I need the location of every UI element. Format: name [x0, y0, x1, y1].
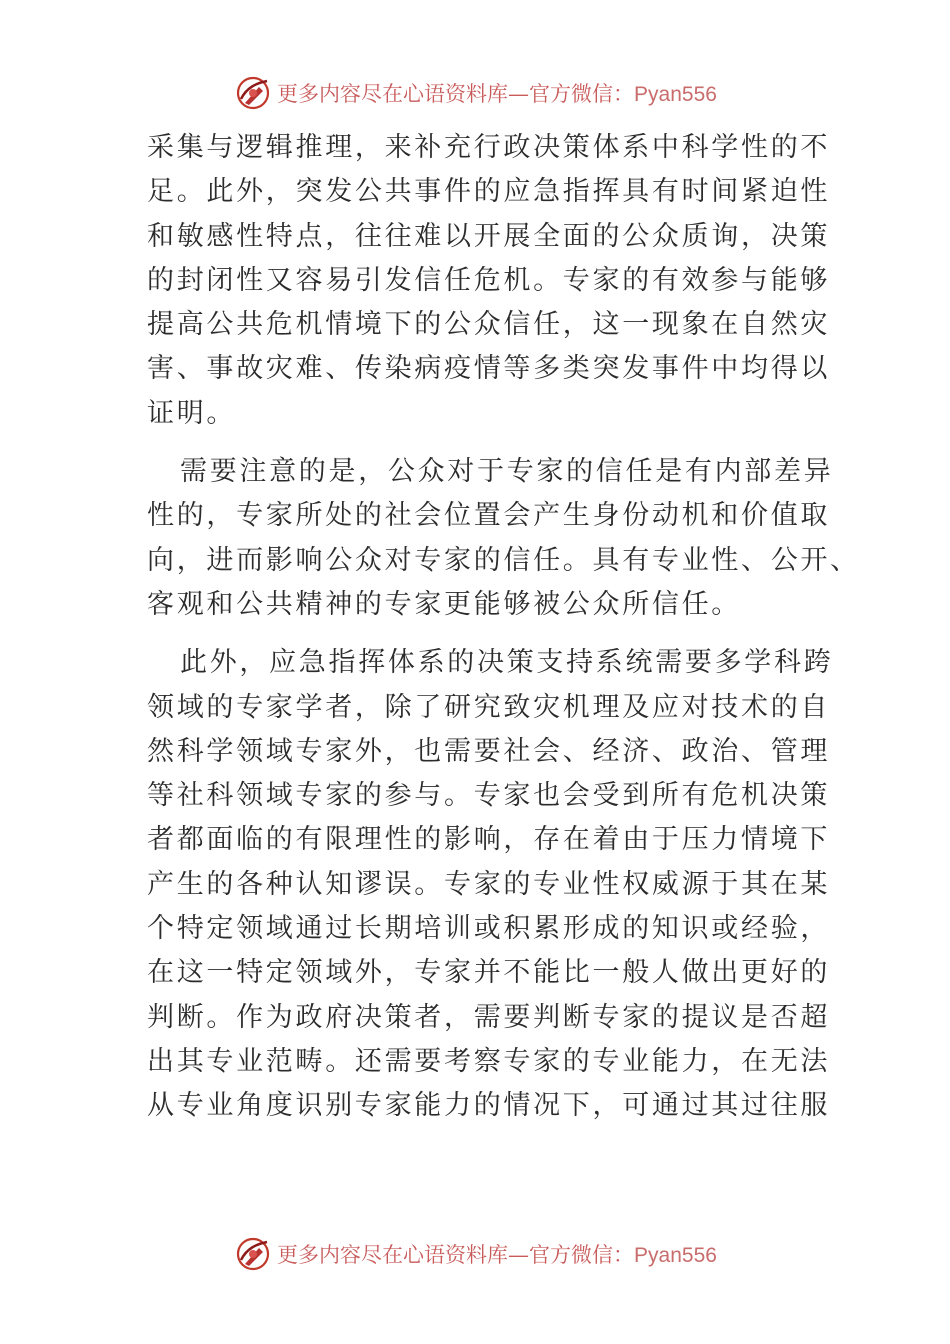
paragraph-1	[147, 126, 831, 436]
footer-brand-text: 更多内容尽在心语资料库—官方微信：Pyan556	[277, 1243, 717, 1267]
text-line: 产生的各种认知谬误。专家的专业性权威源于其在某	[147, 868, 831, 900]
text-line: 等社科领域专家的参与。专家也会受到所有危机决策	[147, 780, 831, 812]
text-line: 此外，应急指挥体系的决策支持系统需要多学科跨	[180, 647, 834, 679]
text-line: 出其专业范畴。还需要考察专家的专业能力，在无法	[147, 1045, 831, 1077]
text-line: 然科学领域专家外，也需要社会、经济、政治、管理	[147, 735, 831, 767]
brand-logo-icon	[233, 1234, 273, 1274]
text-line: 个特定领域通过长期培训或积累形成的知识或经验，	[147, 913, 831, 945]
text-line: 证明。	[147, 397, 237, 429]
text-line: 害、事故灾难、传染病疫情等多类突发事件中均得以	[147, 353, 831, 385]
header-wechat-id: Pyan556	[634, 83, 717, 106]
footer-wechat-id: Pyan556	[634, 1244, 717, 1267]
text-line: 采集与逻辑推理，来补充行政决策体系中科学性的不	[147, 132, 831, 163]
text-line: 的封闭性又容易引发信任危机。专家的有效参与能够	[147, 264, 831, 296]
text-line: 在这一特定领域外，专家并不能比一般人做出更好的	[147, 957, 831, 989]
text-line: 需要注意的是，公众对于专家的信任是有内部差异	[180, 456, 834, 488]
footer-banner	[0, 1232, 950, 1276]
brand-logo-icon	[233, 73, 273, 113]
document-body	[147, 126, 860, 1129]
text-line: 领域的专家学者，除了研究致灾机理及应对技术的自	[147, 691, 831, 723]
text-line: 向，进而影响公众对专家的信任。具有专业性、公开、	[147, 544, 860, 576]
text-line: 提高公共危机情境下的公众信任，这一现象在自然灾	[147, 309, 831, 341]
paragraph-3	[147, 641, 834, 1128]
text-line: 和敏感性特点，往往难以开展全面的公众质询，决策	[147, 220, 831, 252]
text-line: 足。此外，突发公共事件的应急指挥具有时间紧迫性	[147, 176, 831, 208]
text-line: 客观和公共精神的专家更能够被公众所信任。	[147, 588, 741, 620]
text-line: 者都面临的有限理性的影响，存在着由于压力情境下	[147, 824, 831, 856]
paragraph-2	[147, 450, 860, 627]
text-line: 从专业角度识别专家能力的情况下，可通过其过往服	[147, 1090, 831, 1122]
text-line: 判断。作为政府决策者，需要判断专家的提议是否超	[147, 1001, 831, 1033]
text-line: 性的，专家所处的社会位置会产生身份动机和价值取	[147, 500, 831, 532]
header-brand-text: 更多内容尽在心语资料库—官方微信：Pyan556	[277, 82, 717, 106]
header-banner	[0, 71, 950, 115]
